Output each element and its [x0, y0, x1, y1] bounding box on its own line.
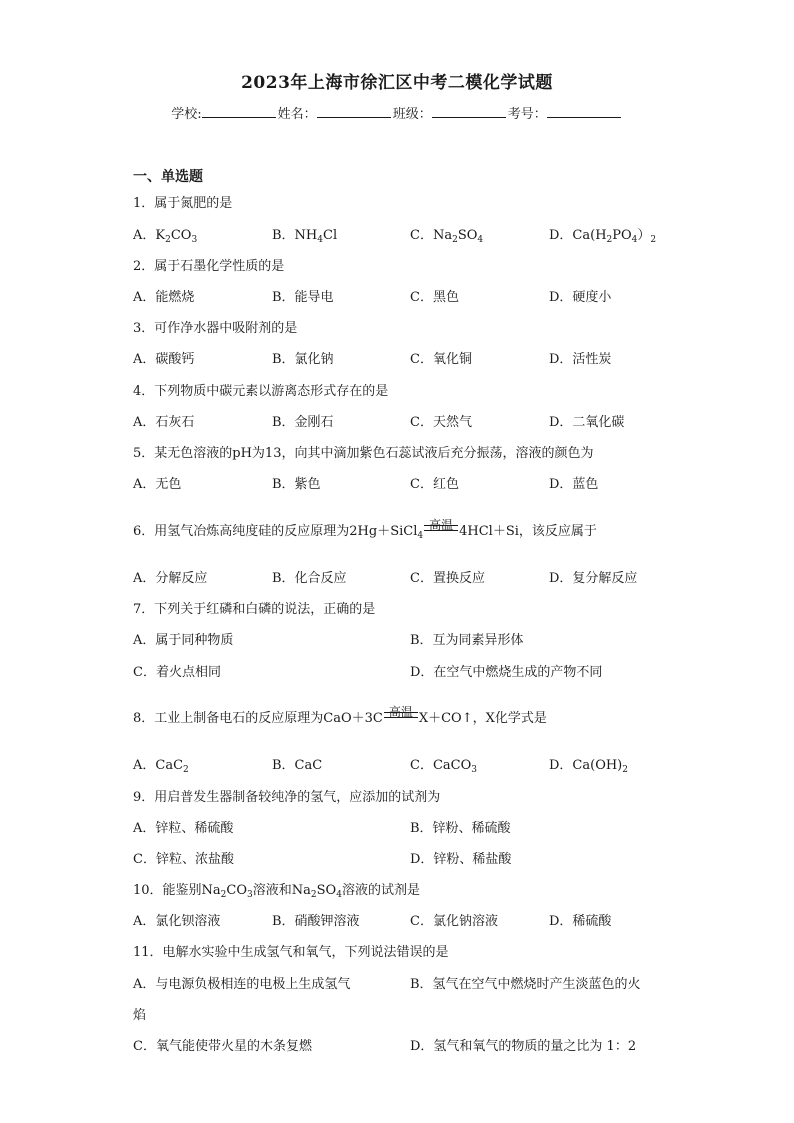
section-title: 一、单选题: [133, 169, 203, 185]
q3-option-a: A．碳酸钙: [133, 352, 195, 367]
q2-option-c: C．黑色: [410, 290, 459, 305]
question-5-stem: 5．某无色溶液的pH为13，向其中滴加紫色石蕊试液后充分振荡，溶液的颜色为: [133, 446, 594, 461]
question-4-stem: 4．下列物质中碳元素以游离态形式存在的是: [133, 384, 389, 399]
question-6-stem: 6．用氢气冶炼高纯度硅的反应原理为2Hg＋SiCl$_4$ 高温 4HCl＋Si，该反应属于: [133, 518, 597, 541]
q1-option-d: D．$Ca(H_2PO_4)_2$: [549, 228, 657, 245]
question-8-stem: 8．工业上制备电石的反应原理为CaO＋3C 高温 X＋CO↑，X化学式是: [133, 705, 547, 726]
q4-option-c: C．天然气: [410, 415, 472, 430]
q10-option-b: B．硝酸钾溶液: [272, 914, 360, 929]
q6-option-c: C．置换反应: [410, 571, 485, 586]
q2-option-d: D．硬度小: [549, 290, 612, 305]
q4-option-d: D．二氧化碳: [549, 415, 625, 430]
q9-option-a: A．锌粒、稀硫酸: [133, 821, 234, 836]
q4-option-b: B．金刚石: [272, 415, 334, 430]
q5-option-a: A．无色: [133, 477, 182, 492]
q6-option-a: A．分解反应: [133, 571, 208, 586]
q9-option-b: B．锌粉、稀硫酸: [410, 821, 511, 836]
q10-option-d: D．稀硫酸: [549, 914, 612, 929]
q7-option-c: C．着火点相同: [133, 665, 221, 680]
q6-option-d: D．复分解反应: [549, 571, 638, 586]
q5-option-b: B．紫色: [272, 477, 321, 492]
exam-no-blank: [547, 105, 621, 118]
q9-option-d: D．锌粉、稀盐酸: [410, 852, 512, 867]
q9-option-c: C．锌粒、浓盐酸: [133, 852, 234, 867]
q11-option-c: C．氧气能使带火星的木条复燃: [133, 1039, 312, 1054]
question-1-stem: 1．属于氮肥的是: [133, 196, 233, 211]
q7-option-a: A．属于同种物质: [133, 633, 234, 648]
school-blank: [202, 105, 276, 118]
q5-option-d: D．蓝色: [549, 477, 599, 492]
student-info-line: [0, 103, 794, 122]
reaction-condition: 高温: [388, 705, 413, 719]
q7-option-b: B．互为同素异形体: [410, 633, 524, 648]
q7-option-d: D．在空气中燃烧生成的产物不同: [410, 665, 603, 680]
q3-option-b: B．氯化钠: [272, 352, 334, 367]
q3-option-c: C．氧化铜: [410, 352, 472, 367]
q11-option-b-continued: 焰: [133, 1008, 147, 1023]
question-11-stem: 11．电解水实验中生成氢气和氧气，下列说法错误的是: [133, 945, 449, 960]
school-label: 学校:: [171, 107, 202, 122]
question-7-stem: 7．下列关于红磷和白磷的说法，正确的是: [133, 602, 376, 617]
class-label: 班级：: [392, 107, 432, 122]
question-10-stem: 10．能鉴别$Na_2CO_3$溶液和$Na_2SO_4$溶液的试剂是: [133, 883, 420, 900]
q10-option-a: A．氯化钡溶液: [133, 914, 221, 929]
q8-option-a: A．CaC$_2$: [133, 758, 189, 775]
q11-option-b: B．氢气在空气中燃烧时产生淡蓝色的火: [410, 977, 641, 992]
question-2-stem: 2．属于石墨化学性质的是: [133, 259, 285, 274]
reaction-condition-arrow: [424, 518, 458, 535]
name-label: 姓名：: [277, 107, 317, 122]
question-3-stem: 3．可作净水器中吸附剂的是: [133, 321, 298, 336]
q8-option-d: D．$Ca(OH)_2$: [549, 758, 628, 775]
q2-option-a: A．能燃烧: [133, 290, 195, 305]
exam-no-label: 考号：: [507, 107, 547, 122]
question-9-stem: 9．用启普发生器制备较纯净的氢气，应添加的试剂为: [133, 790, 441, 805]
q5-option-c: C．红色: [410, 477, 459, 492]
q11-option-d: D．氢气和氧气的物质的量之比为 1：2: [410, 1039, 637, 1054]
q6-option-b: B．化合反应: [272, 571, 347, 586]
reaction-condition-arrow: [384, 705, 418, 722]
q10-option-c: C．氯化钠溶液: [410, 914, 498, 929]
q1-option-a: A．$K_2CO_3$: [133, 228, 198, 245]
q1-option-b: B．$NH_4Cl$: [272, 228, 338, 245]
name-blank: [317, 105, 391, 118]
q2-option-b: B．能导电: [272, 290, 334, 305]
class-blank: [432, 105, 506, 118]
page-title: 2023年上海市徐汇区中考二模化学试题: [241, 73, 553, 93]
reaction-condition: 高温: [429, 518, 454, 532]
q1-option-c: C．$Na_2SO_4$: [410, 228, 484, 245]
q8-option-b: B．CaC: [272, 758, 323, 773]
q8-option-c: C．CaCO$_3$: [410, 758, 477, 775]
q3-option-d: D．活性炭: [549, 352, 612, 367]
q11-option-a: A．与电源负极相连的电极上生成氢气: [133, 977, 351, 992]
q4-option-a: A．石灰石: [133, 415, 195, 430]
